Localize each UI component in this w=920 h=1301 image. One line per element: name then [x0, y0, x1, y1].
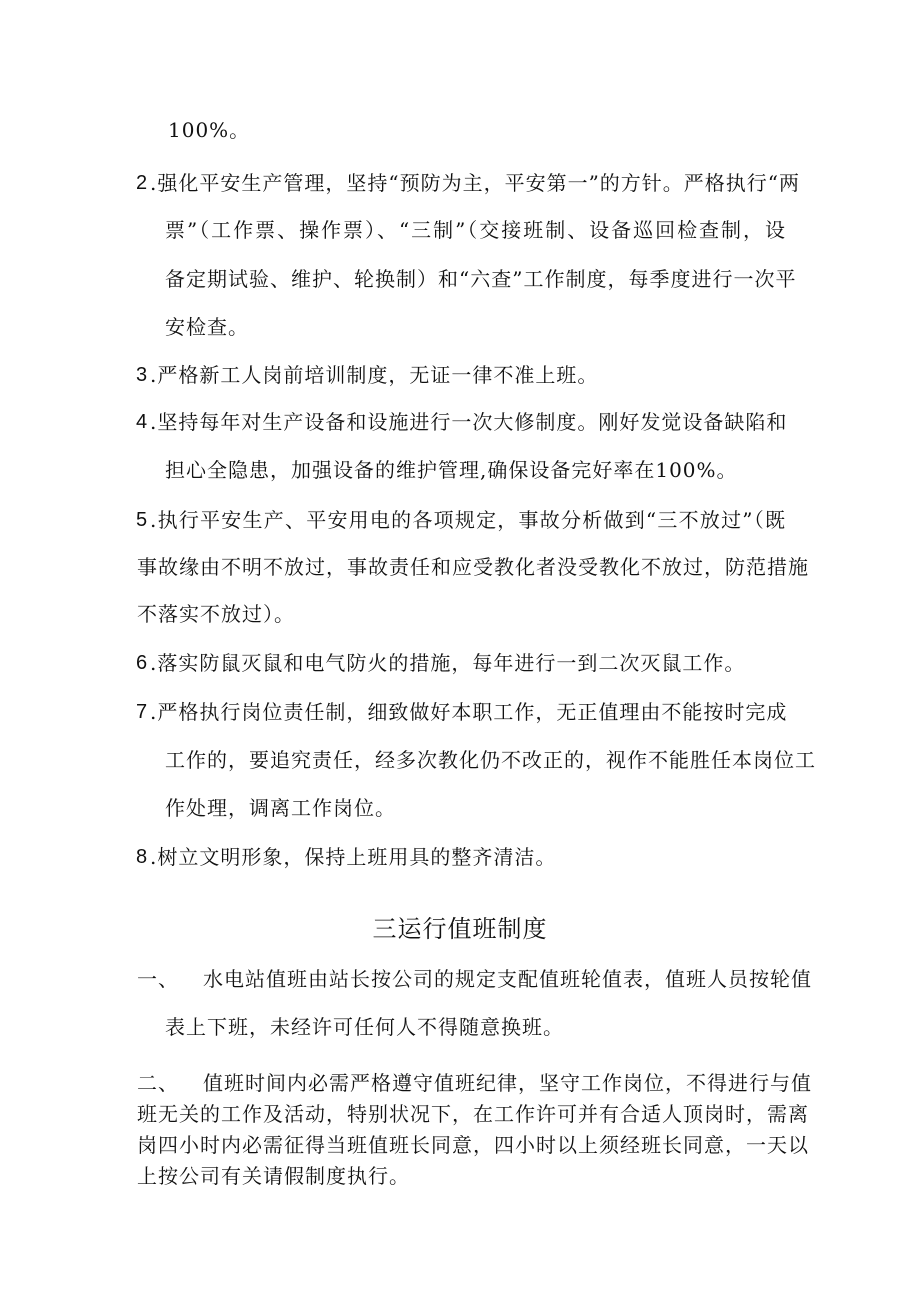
item-8-line-1: .树立文明形象，保持上班用具的整齐清洁。 — [150, 845, 557, 869]
item-5-line-1: .执行平安生产、平安用电的各项规定，事故分析做到“三不放过”（既 — [150, 508, 786, 532]
item-4-line-1: .坚持每年对生产设备和设施进行一次大修制度。刚好发觉设备缺陷和 — [150, 410, 788, 434]
item-5-line-3: 不落实不放过）。 — [137, 602, 295, 626]
section-item-2-line-2: 班无关的工作及活动，特别状况下，在工作许可并有合适人顶岗时，需离 — [137, 1102, 809, 1126]
item-number: 7 — [136, 701, 148, 723]
section-item-2-line-3: 岗四小时内必需征得当班值班长同意，四小时以上须经班长同意，一天以 — [137, 1133, 809, 1157]
section-item-2-line-1: 值班时间内必需严格遵守值班纪律，坚守工作岗位，不得进行与值 — [203, 1071, 812, 1095]
item-5-line-2: 事故缘由不明不放过，事故责任和应受教化者没受教化不放过，防范措施 — [137, 555, 809, 579]
item-number: 8 — [136, 846, 148, 868]
item-number: 3 — [136, 364, 148, 386]
section-title: 三运行值班制度 — [372, 915, 548, 943]
item-6-line-1: .落实防鼠灭鼠和电气防火的措施，每年进行一到二次灭鼠工作。 — [150, 651, 746, 675]
item-7-line-3: 作处理，调离工作岗位。 — [165, 796, 396, 820]
item-2-line-4: 安检查。 — [165, 315, 249, 339]
item-1-continuation: 100%。 — [168, 118, 251, 142]
item-number: 6 — [136, 652, 148, 674]
item-number: 2 — [136, 172, 148, 194]
item-2-line-3: 备定期试验、维护、轮换制）和“六查”工作制度，每季度进行一次平 — [165, 267, 797, 291]
item-3-line-1: .严格新工人岗前培训制度，无证一律不准上班。 — [150, 363, 599, 387]
item-2-line-1: .强化平安生产管理，坚持“预防为主，平安第一”的方针。严格执行“两 — [150, 171, 801, 195]
item-7-line-2: 工作的，要追究责任，经多次教化仍不改正的，视作不能胜任本岗位工 — [165, 748, 816, 772]
item-4-line-2: 担心全隐患，加强设备的维护管理,确保设备完好率在100%。 — [165, 458, 738, 482]
item-2-line-2: 票”（工作票、操作票）、“三制”（交接班制、设备巡回检查制，设 — [165, 218, 786, 242]
section-item-label: 二、 — [137, 1071, 179, 1095]
item-number: 5 — [136, 509, 148, 531]
section-item-1-line-2: 表上下班，未经许可任何人不得随意换班。 — [165, 1015, 564, 1039]
item-number: 4 — [136, 411, 148, 433]
section-item-1-line-1: 水电站值班由站长按公司的规定支配值班轮值表，值班人员按轮值 — [203, 967, 812, 991]
section-item-label: 一、 — [137, 967, 179, 991]
item-7-line-1: .严格执行岗位责任制，细致做好本职工作，无正值理由不能按时完成 — [150, 700, 788, 724]
section-item-2-line-4: 上按公司有关请假制度执行。 — [137, 1164, 410, 1188]
